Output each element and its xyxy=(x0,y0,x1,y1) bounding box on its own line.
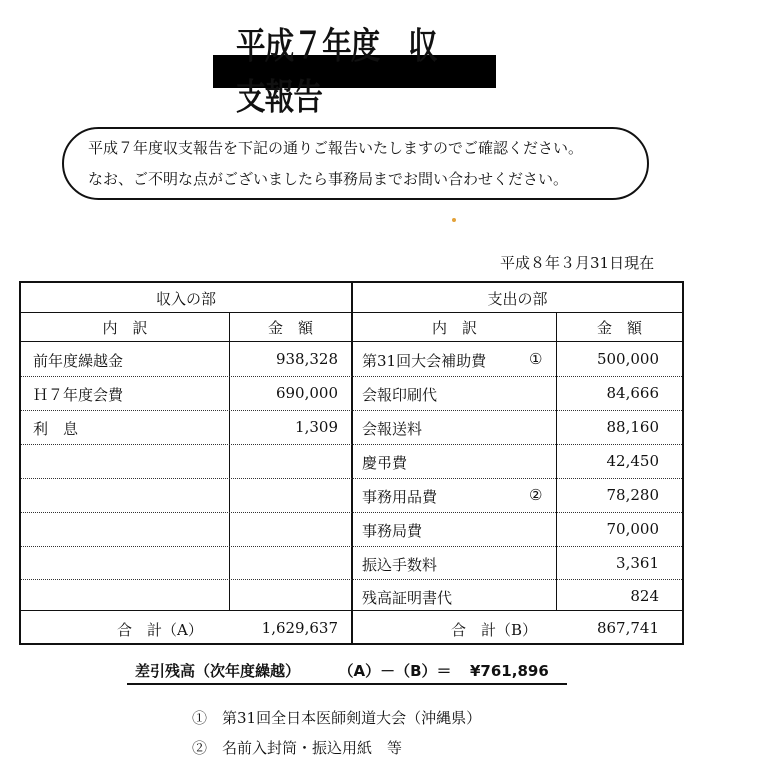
expense-item: 事務用品費 xyxy=(362,488,438,506)
title-block xyxy=(0,0,760,118)
notice-line-1: 平成７年度収支報告を下記の通りご報告いたしますのでご確認ください。 xyxy=(88,139,584,157)
expense-item: 会報印刷代 xyxy=(362,386,438,404)
row-separator xyxy=(21,376,682,377)
expense-amount: 88,160 xyxy=(606,418,659,436)
expense-item: 慶弔費 xyxy=(362,454,408,472)
row-separator xyxy=(21,478,682,479)
expense-item: 会報送料 xyxy=(362,420,423,438)
income-item: 前年度繰越金 xyxy=(33,352,124,370)
income-section-label: 収入の部 xyxy=(155,290,216,308)
expense-item-header: 内 訳 xyxy=(431,319,477,337)
expense-section-label: 支出の部 xyxy=(487,290,548,308)
expense-amount: 3,361 xyxy=(616,554,659,572)
expense-item: 残高証明書代 xyxy=(362,589,453,607)
income-total: 1,629,637 xyxy=(261,619,338,637)
notice-line-2: なお、ご不明な点がございましたら事務局までお問い合わせください。 xyxy=(88,170,569,188)
expense-footnote-mark: ② xyxy=(529,486,543,504)
income-amount: 690,000 xyxy=(275,384,338,402)
notice-box xyxy=(62,127,649,200)
income-amount: 938,328 xyxy=(275,350,338,368)
expense-amount: 84,666 xyxy=(606,384,659,402)
expense-total-label: 合 計（B） xyxy=(451,621,538,639)
balance-formula: （A）－（B）＝ xyxy=(338,662,452,680)
balance-summary xyxy=(135,660,549,681)
footnote-1: ① 第31回全日本医師剣道大会（沖縄県） xyxy=(192,709,482,727)
income-item-header: 内 訳 xyxy=(102,319,148,337)
income-total-label: 合 計（A） xyxy=(117,621,203,639)
row-separator xyxy=(21,546,682,547)
row-separator xyxy=(21,444,682,445)
column-header-line xyxy=(21,341,682,342)
expense-amount: 500,000 xyxy=(596,350,659,368)
expense-amount-header: 金 額 xyxy=(596,319,642,337)
income-amount-header: 金 額 xyxy=(267,319,313,337)
expense-amount: 70,000 xyxy=(606,520,659,538)
expense-item: 第31回大会補助費 xyxy=(362,352,487,370)
expense-amount: 824 xyxy=(630,587,659,605)
expense-total: 867,741 xyxy=(596,619,659,637)
balance-label: 差引残高（次年度繰越） xyxy=(135,662,301,680)
income-item: 利 息 xyxy=(33,420,79,438)
page-title: 平成７年度 収支報告 xyxy=(236,26,437,118)
income-item: Ｈ７年度会費 xyxy=(33,386,124,404)
budget-table xyxy=(19,281,684,645)
as-of-date: 平成８年３月31日現在 xyxy=(500,254,655,272)
expense-item: 事務局費 xyxy=(362,522,423,540)
section-header-line xyxy=(21,312,682,313)
expense-footnote-mark: ① xyxy=(529,350,543,368)
balance-underline xyxy=(127,683,567,685)
expense-amount: 78,280 xyxy=(606,486,659,504)
income-amount: 1,309 xyxy=(295,418,338,436)
row-separator xyxy=(21,579,682,580)
total-line xyxy=(21,610,682,611)
decorative-dot xyxy=(452,218,456,222)
row-separator xyxy=(21,512,682,513)
footnote-2: ② 名前入封筒・振込用紙 等 xyxy=(192,739,403,757)
expense-item: 振込手数料 xyxy=(362,556,438,574)
expense-amount: 42,450 xyxy=(606,452,659,470)
row-separator xyxy=(21,410,682,411)
balance-value: ¥761,896 xyxy=(470,662,549,680)
